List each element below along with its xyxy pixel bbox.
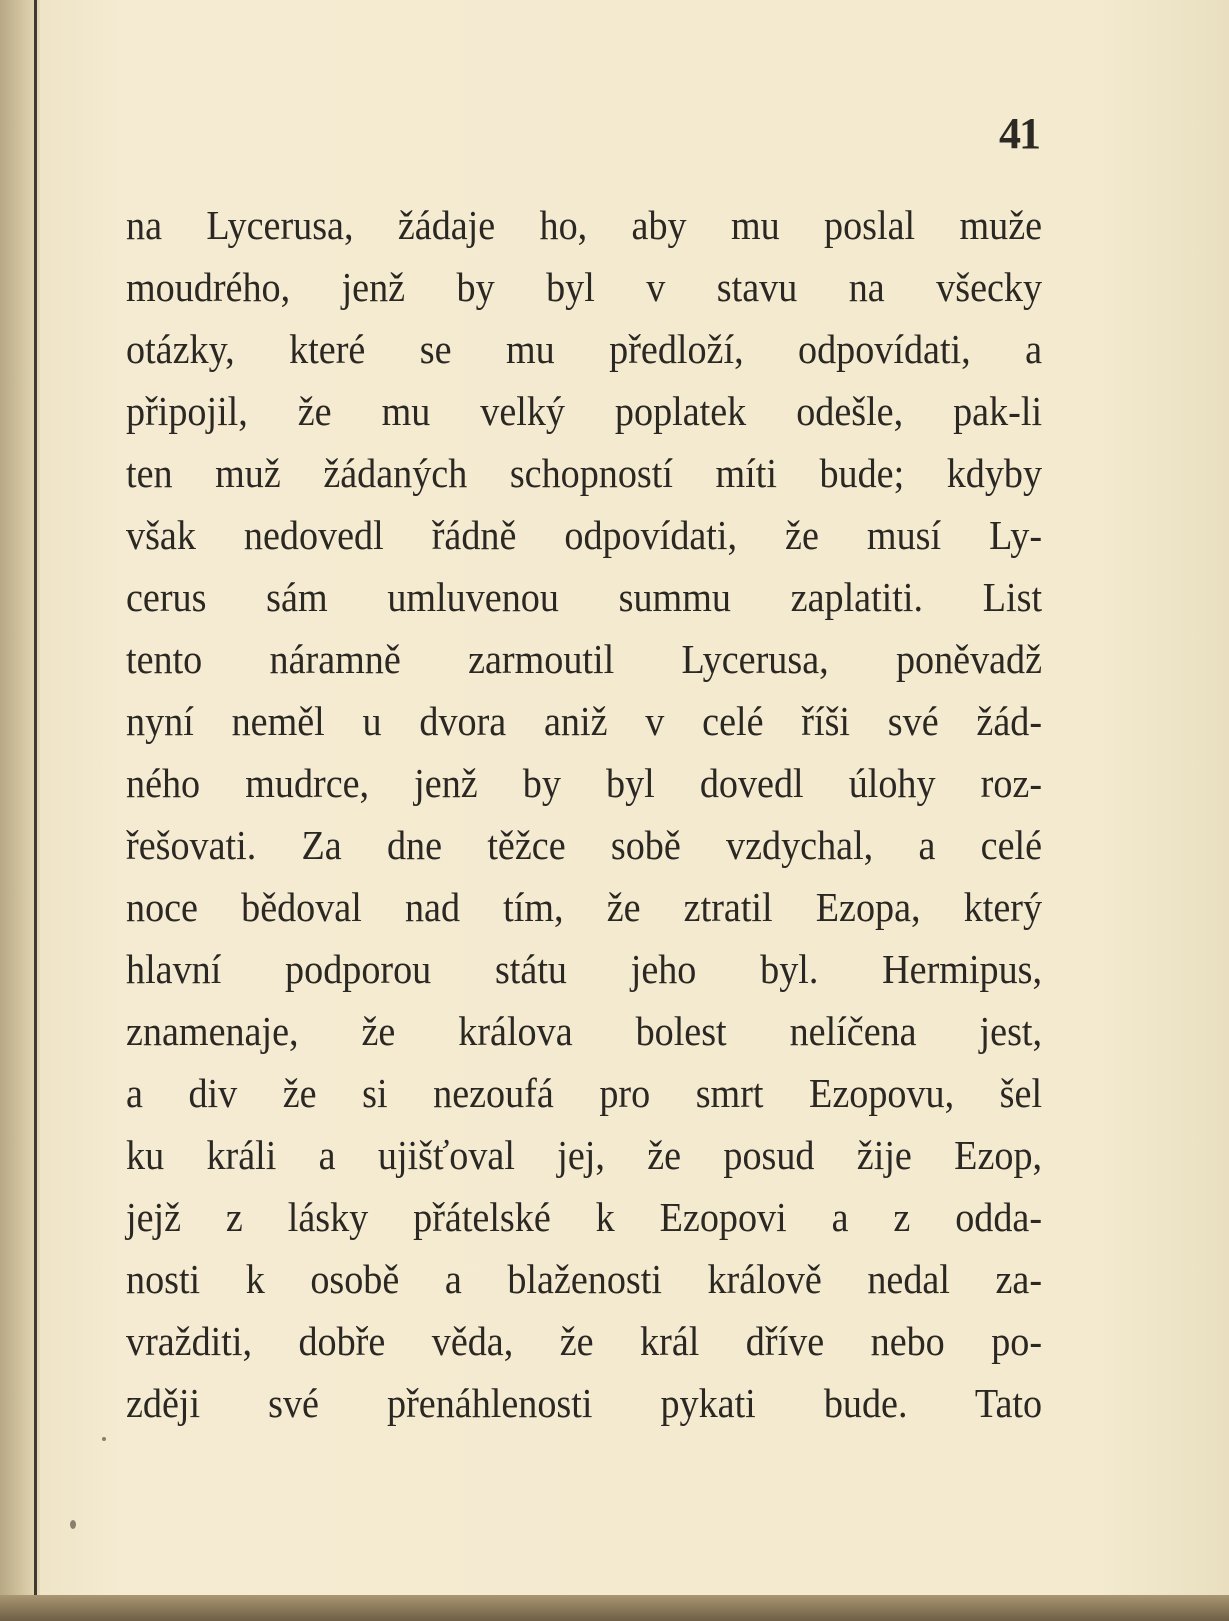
- text-line: nyní neměl u dvora aniž v celé říši své žád-: [126, 698, 1043, 744]
- text-line: hlavní podporou státu jeho byl. Hermipus,: [126, 946, 1043, 992]
- text-line: však nedovedl řádně odpovídati, že musí Ly-: [126, 512, 1043, 558]
- text-line: ten muž žádaných schopností míti bude; kdyby: [126, 450, 1043, 496]
- page-bottom-edge: [0, 1595, 1229, 1621]
- text-line: zději své přenáhlenosti pykati bude. Tato: [126, 1380, 1043, 1426]
- text-line: moudrého, jenž by byl v stavu na všecky: [126, 264, 1043, 310]
- text-line: otázky, které se mu předloží, odpovídati, a: [126, 326, 1043, 372]
- paper-speck: [102, 1437, 106, 1441]
- text-line: znamenaje, že králova bolest nelíčena jest,: [126, 1008, 1043, 1054]
- text-line: tento náramně zarmoutil Lycerusa, poněvadž: [126, 636, 1043, 682]
- text-line: jejž z lásky přátelské k Ezopovi a z odda-: [126, 1194, 1043, 1240]
- text-line: připojil, že mu velký poplatek odešle, pak-li: [126, 388, 1043, 434]
- text-line: nosti k osobě a blaženosti králově nedal za-: [126, 1256, 1043, 1302]
- text-line: na Lycerusa, žádaje ho, aby mu poslal muže: [126, 202, 1043, 248]
- text-line: a div že si nezoufá pro smrt Ezopovu, šel: [126, 1070, 1043, 1116]
- text-line: vražditi, dobře věda, že král dříve nebo po-: [126, 1318, 1043, 1364]
- text-line: ku králi a ujišťoval jej, že posud žije Ezop,: [126, 1132, 1043, 1178]
- page-gutter-line: [34, 0, 37, 1621]
- paper-speck: [70, 1520, 76, 1529]
- text-line: řešovati. Za dne těžce sobě vzdychal, a celé: [126, 822, 1043, 868]
- page-number: 41: [999, 109, 1039, 158]
- text-line: cerus sám umluvenou summu zaplatiti. List: [126, 574, 1043, 620]
- text-line: noce bědoval nad tím, že ztratil Ezopa, který: [126, 884, 1043, 930]
- body-text: [126, 194, 1042, 1434]
- text-line: ného mudrce, jenž by byl dovedl úlohy roz-: [126, 760, 1043, 806]
